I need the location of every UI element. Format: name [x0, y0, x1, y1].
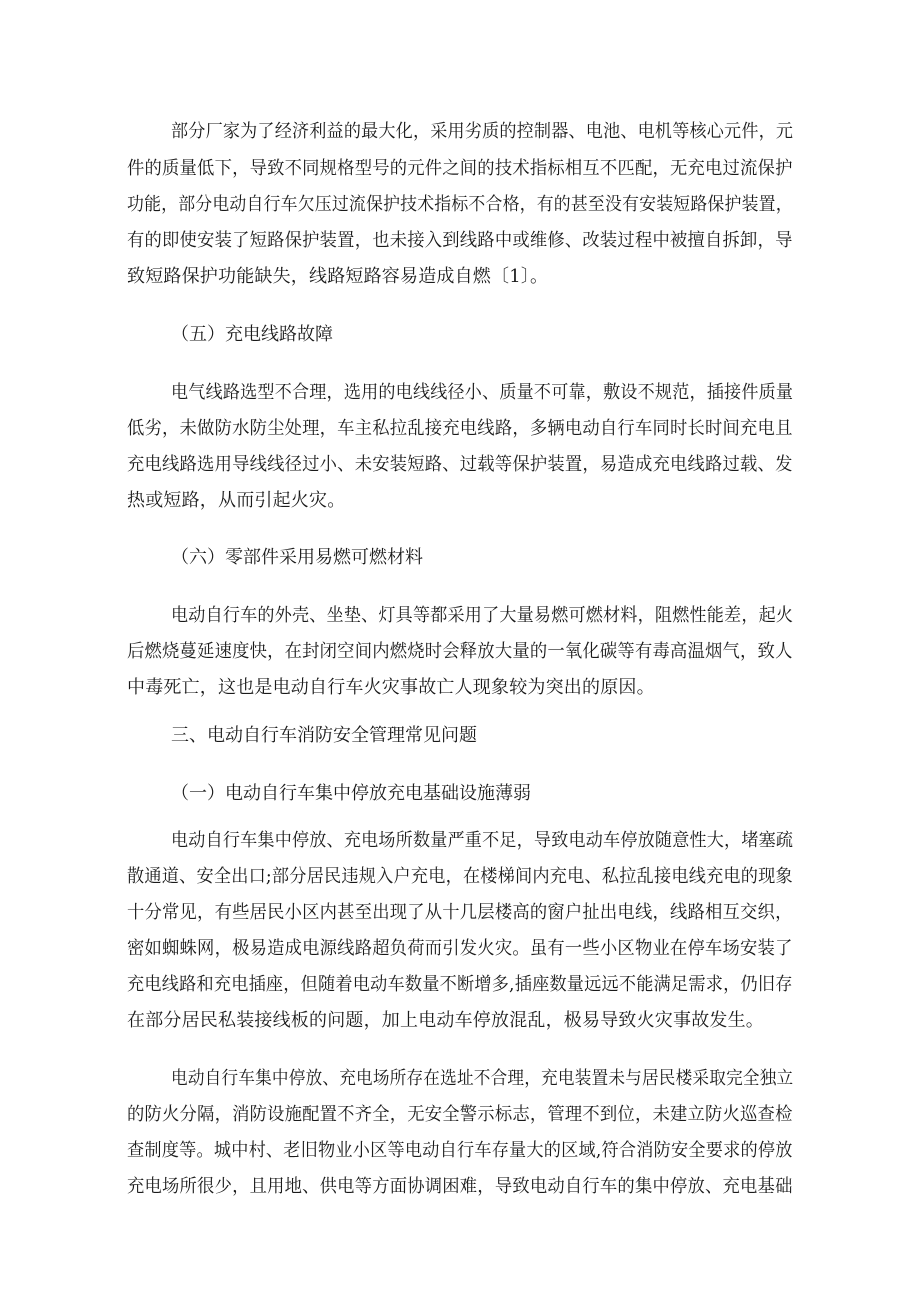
- paragraph-line: 充电线路选用导线线径过小、未安装短路、过载等保护装置，易造成充电线路过载、发: [127, 454, 793, 475]
- paragraph-line: 充电线路和充电插座，但随着电动车数量不断增多,插座数量远远不能满足需求，仍旧存: [127, 974, 793, 995]
- paragraph-line: 功能，部分电动自行车欠压过流保护技术指标不合格，有的甚至没有安装短路保护装置，: [127, 194, 793, 215]
- paragraph-line: 电动自行车集中停放、充电场所存在选址不合理，充电装置未与居民楼采取完全独立: [171, 1068, 794, 1089]
- paragraph-line: 的防火分隔，消防设施配置不齐全，无安全警示标志，管理不到位，未建立防火巡查检: [127, 1104, 793, 1125]
- paragraph-line: 密如蜘蛛网，极易造成电源线路超负荷而引发火灾。虽有一些小区物业在停车场安装了: [127, 938, 793, 959]
- paragraph-line: 电动自行车集中停放、充电场所数量严重不足，导致电动车停放随意性大，堵塞疏: [171, 830, 794, 851]
- paragraph-line: 中毒死亡，这也是电动自行车火灾事故亡人现象较为突出的原因。: [127, 677, 655, 698]
- paragraph-line: 有的即使安装了短路保护装置，也未接入到线路中或维修、改装过程中被擅自拆卸，导: [127, 230, 793, 251]
- paragraph-line: 十分常见，有些居民小区内甚至出现了从十几层楼高的窗户扯出电线，线路相互交织，: [127, 902, 793, 923]
- paragraph-line: 部分厂家为了经济利益的最大化，采用劣质的控制器、电池、电机等核心元件，元: [171, 121, 794, 142]
- paragraph-line: 电动自行车的外壳、坐垫、灯具等都采用了大量易燃可燃材料，阻燃性能差，起火: [171, 605, 794, 626]
- paragraph-line: 散通道、安全出口;部分居民违规入户充电，在楼梯间内充电、私拉乱接电线充电的现象: [127, 866, 793, 887]
- paragraph-line: 热或短路，从而引起火灾。: [127, 490, 346, 511]
- paragraph-line: 后燃烧蔓延速度快，在封闭空间内燃烧时会释放大量的一氧化碳等有毒高温烟气，致人: [127, 641, 793, 662]
- paragraph-line: 查制度等。城中村、老旧物业小区等电动自行车存量大的区域,符合消防安全要求的停放: [127, 1140, 793, 1161]
- subsection-heading: （一）电动自行车集中停放充电基础设施薄弱: [171, 783, 531, 804]
- paragraph-line: 件的质量低下，导致不同规格型号的元件之间的技术指标相互不匹配，无充电过流保护: [127, 158, 793, 179]
- paragraph-line: 充电场所很少，且用地、供电等方面协调困难，导致电动自行车的集中停放、充电基础: [127, 1176, 793, 1197]
- paragraph-line: 致短路保护功能缺失，线路短路容易造成自燃〔1〕。: [127, 266, 549, 287]
- section-heading: 三、电动自行车消防安全管理常见问题: [171, 725, 477, 746]
- paragraph-line: 在部分居民私装接线板的问题，加上电动车停放混乱，极易导致火灾事故发生。: [127, 1010, 764, 1031]
- paragraph-line: 低劣，未做防水防尘处理，车主私拉乱接充电线路，多辆电动自行车同时长时间充电且: [127, 418, 793, 439]
- paragraph-line: 电气线路选型不合理，选用的电线线径小、质量不可靠，敷设不规范，插接件质量: [171, 382, 794, 403]
- subsection-heading: （五）充电线路故障: [171, 324, 333, 345]
- subsection-heading: （六）零部件采用易燃可燃材料: [171, 547, 423, 568]
